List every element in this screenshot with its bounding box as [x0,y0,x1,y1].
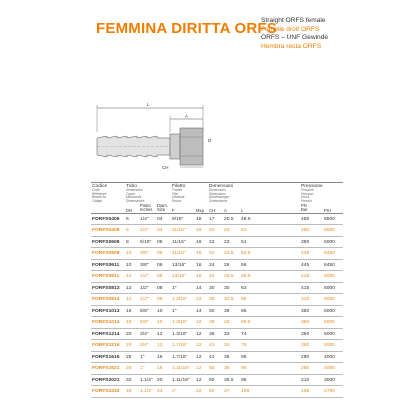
bar-cell: 350 [300,305,323,317]
psi-cell: 5000 [323,340,343,352]
ch-cell: 22 [208,225,223,237]
inches-cell: 1.1/2" [139,386,156,398]
psi-cell: 2700 [323,386,343,398]
table-row [91,236,343,248]
psi-cell: 4000 [323,363,343,375]
bar-cell: 445 [300,259,323,271]
tubo-translations: Dimensions Tuyau Massezahl Dimensiones [126,188,145,204]
dimensioni-translations: Dimensions Dimensions Abmessungen Dimensiones [209,188,230,204]
inches-cell: 5/8" [139,317,156,329]
mxp-cell: 12 [195,328,208,340]
thread-cell: 1.7/16" [171,351,195,363]
mxp-cell: 12 [195,294,208,306]
thread-cell: 13/16" [171,259,195,271]
bar-cell: 350 [300,236,323,248]
thread-cell: 1" [171,305,195,317]
inches-subheader: Pollici Inches [139,204,156,214]
l-cell: 53.5 [240,248,300,260]
ch-subheader: CH [208,204,223,214]
dn-subheader: DN [125,204,139,214]
ch-cell: 41 [208,340,223,352]
dn-cell: 25 [125,351,139,363]
dn-cell: 12 [125,282,139,294]
inches-cell: 3/8" [139,248,156,260]
mxp-cell: 16 [195,271,208,283]
table-row [91,213,343,225]
psi-cell: 4000 [323,351,343,363]
dn-cell: 10 [125,248,139,260]
ch-cell: 24 [208,271,223,283]
table-row [91,328,343,340]
psi-cell: 6500 [323,225,343,237]
code-cell: FORFS0813 [91,282,125,294]
code-cell: FORFS2021 [91,374,125,386]
title-spanish: Hembra recta ORFS [261,42,322,50]
l-cell: 65 [240,294,300,306]
size-cell: 10 [156,317,171,329]
psi-subheader: PSI [323,204,343,214]
thread-cell: 11/16" [171,225,195,237]
inches-cell: 1/2" [139,294,156,306]
title-translations [261,17,328,51]
dn-cell: 8 [125,236,139,248]
ch-cell: 17 [208,213,223,225]
hex-nut [180,128,203,165]
inches-cell: 3/4" [139,328,156,340]
code-cell: FORFS0611 [91,259,125,271]
inches-cell: 1/2" [139,282,156,294]
fitting-body [170,134,180,159]
dn-cell: 16 [125,317,139,329]
size-cell: 16 [156,363,171,375]
dn-cell: 40 [125,386,139,398]
thread-cell: 1.11/16" [171,363,195,375]
inches-cell: 1.1/4" [139,374,156,386]
dn-cell: 32 [125,374,139,386]
inches-cell: 5/16" [139,236,156,248]
a-cell: 23.5 [223,248,240,260]
a-cell: 37 [223,386,240,398]
a-cell: 32.5 [223,294,240,306]
l-cell: 59.5 [240,271,300,283]
a-cell: 32 [223,317,240,329]
thread-cell: 13/16" [171,271,195,283]
dimensioni-header: Dimensioni Dimensions Dimensions Abmessungen Dimensiones [208,183,300,204]
table-row [91,248,343,260]
tubo-header: Tubo Dimensions Tuyau Massezahl Dimensiones [125,183,171,204]
ch-cell: 50 [208,374,223,386]
table-row [91,363,343,375]
ch-cell: 41 [208,351,223,363]
mxp-cell: 14 [195,305,208,317]
a-cell: 26 [223,259,240,271]
inches-cell: 3/8" [139,259,156,271]
ch-cell: 50 [208,363,223,375]
dn-cell: 10 [125,259,139,271]
table-row [91,282,343,294]
thread-cell: 1.3/16" [171,317,195,329]
l-cell: 48.5 [240,213,300,225]
dimension-l-label: L [147,102,150,107]
code-cell: FORFS1013 [91,305,125,317]
size-cell: 05 [156,236,171,248]
inches-cell: 3/4" [139,340,156,352]
bar-cell: 350 [300,328,323,340]
blank-subheader [91,204,125,214]
psi-cell: 6000 [323,271,343,283]
l-cell: 51 [240,236,300,248]
thread-cell: 2" [171,386,195,398]
l-cell: 69.5 [240,317,300,329]
mxp-cell: 16 [195,236,208,248]
bar-cell: 445 [300,248,323,260]
thread-cell: 1.11/16" [171,374,195,386]
mxp-subheader: Mxp [195,204,208,214]
ch-cell: 30 [208,305,223,317]
l-cell: 56 [240,259,300,271]
psi-cell: 5000 [323,305,343,317]
mxp-cell: 16 [195,248,208,260]
code-cell: FORFS1621 [91,363,125,375]
dn-cell: 20 [125,328,139,340]
psi-cell: 6450 [323,248,343,260]
bar-cell: 185 [300,386,323,398]
pn-bar-subheader: PN Bar [300,204,323,214]
size-cell: 24 [156,386,171,398]
mxp-cell: 12 [195,340,208,352]
psi-cell: 6000 [323,282,343,294]
size-cell: 20 [156,374,171,386]
code-cell: FORFS1014 [91,317,125,329]
l-cell: 66 [240,305,300,317]
table-row [91,271,343,283]
size-cell: 06 [156,248,171,260]
ch-cell: 36 [208,328,223,340]
thread-cell: 1.7/16" [171,340,195,352]
dn-cell: 25 [125,363,139,375]
thread-cell: 9/16" [171,213,195,225]
l-cell: 74 [240,328,300,340]
thread-cell: 1.3/16" [171,294,195,306]
table-row [91,294,343,306]
table-row [91,340,343,352]
size-cell: 08 [156,282,171,294]
code-cell: FORFS0406 [91,213,125,225]
size-cell: 12 [156,340,171,352]
ch-cell: 24 [208,259,223,271]
psi-cell: 5000 [323,328,343,340]
size-subheader: Diam. Size [156,204,171,214]
psi-cell: 6500 [323,213,343,225]
psi-cell: 5000 [323,317,343,329]
pressione-header: Pressione Pressure Pression Druck Presión [300,183,343,204]
code-cell: FORFS2432 [91,386,125,398]
mxp-cell: 18 [195,213,208,225]
code-cell: FORFS0408 [91,225,125,237]
a-cell: 33 [223,328,240,340]
thread-cell: 11/16" [171,248,195,260]
code-cell: FORFS1616 [91,351,125,363]
a-cell: 20.5 [223,213,240,225]
bar-cell: 415 [300,282,323,294]
codice-translations: Code Référence Bestell-Nr. Código [92,188,107,204]
size-cell: 16 [156,351,171,363]
ch-cell: 36 [208,294,223,306]
dimension-a-label: A [185,113,189,119]
psi-cell: 5000 [323,236,343,248]
dimension-d-label: D [208,138,212,143]
l-cell: 63 [240,282,300,294]
fitting-technical-drawing [95,92,217,170]
mxp-cell: 16 [195,259,208,271]
filetto-translations: Thread Filet Gewinde Rosca [172,188,185,204]
l-cell: 75 [240,340,300,352]
a-subheader: A [223,204,240,214]
l-cell: 90 [240,363,300,375]
a-cell: 35 [223,351,240,363]
mxp-cell: 12 [195,317,208,329]
bar-cell: 450 [300,225,323,237]
pressione-translations: Pressure Pression Druck Presión [301,188,314,204]
dn-cell: 12 [125,271,139,283]
inches-cell: 1/4" [139,213,156,225]
a-cell: 23 [223,236,240,248]
l-cell: 96 [240,374,300,386]
table-row [91,374,343,386]
code-cell: FORFS0811 [91,271,125,283]
filetto-header: Filetto Thread Filet Gewinde Rosca [171,183,208,204]
mxp-cell: 14 [195,282,208,294]
ch-cell: 60 [208,386,223,398]
bar-cell: 280 [300,363,323,375]
code-cell: FORFS0814 [91,294,125,306]
code-cell: FORFS1216 [91,340,125,352]
table-row [91,317,343,329]
psi-cell: 3000 [323,374,343,386]
ch-cell: 22 [208,248,223,260]
bar-cell: 450 [300,213,323,225]
thread-cell: 1" [171,282,195,294]
inches-cell: 5/8" [139,305,156,317]
bar-cell: 415 [300,294,323,306]
size-cell: 04 [156,213,171,225]
a-cell: 35 [223,363,240,375]
size-cell: 06 [156,259,171,271]
size-cell: 08 [156,294,171,306]
l-cell: 96 [240,351,300,363]
code-cell: FORFS0609 [91,236,125,248]
code-cell: FORFS1214 [91,328,125,340]
table-row [91,225,343,237]
inches-cell: 1" [139,351,156,363]
inches-cell: 1" [139,363,156,375]
a-cell: 23 [223,225,240,237]
title-french: Femelle droit ORFS [261,25,320,33]
mxp-cell: 12 [195,351,208,363]
ch-cell: 22 [208,236,223,248]
psi-cell: 6000 [323,294,343,306]
title-german: ORFS – UNF Gewinde [261,34,329,42]
a-cell: 35.5 [223,374,240,386]
size-cell: 08 [156,271,171,283]
dn-cell: 16 [125,305,139,317]
size-cell: 12 [156,328,171,340]
table-row [91,351,343,363]
dimension-ch-label: CH [162,165,169,170]
l-cell: 51 [240,225,300,237]
dn-cell: 6 [125,213,139,225]
size-cell: 04 [156,225,171,237]
mxp-cell: 16 [195,225,208,237]
bar-cell: 210 [300,374,323,386]
inches-cell: 1/4" [139,225,156,237]
l-cell: 108 [240,386,300,398]
dn-cell: 12 [125,294,139,306]
a-cell: 36 [223,305,240,317]
f-subheader: F [171,204,195,214]
thread-cell: 1.3/16" [171,328,195,340]
ch-cell: 36 [208,317,223,329]
psi-cell: 6450 [323,259,343,271]
table-row [91,305,343,317]
code-cell: FORFS0608 [91,248,125,260]
inches-cell: 1/2" [139,271,156,283]
bar-cell: 350 [300,340,323,352]
page-title: FEMMINA DIRITTA ORFS [96,20,277,37]
bar-cell: 280 [300,351,323,363]
thread-cell: 11/16" [171,236,195,248]
codice-header: Codice Code Référence Bestell-Nr. Código [91,183,125,204]
mxp-cell: 12 [195,386,208,398]
title-english: Straight ORFS female [261,17,326,24]
a-cell: 34 [223,340,240,352]
dn-cell: 20 [125,340,139,352]
a-cell: 26.5 [223,271,240,283]
bar-cell: 350 [300,317,323,329]
l-subheader: L [240,204,300,214]
bar-cell: 415 [300,271,323,283]
ch-cell: 30 [208,282,223,294]
table-row [91,259,343,271]
mxp-cell: 12 [195,363,208,375]
table-row [91,386,343,398]
dn-cell: 6 [125,225,139,237]
size-cell: 10 [156,305,171,317]
mxp-cell: 12 [195,374,208,386]
a-cell: 30 [223,282,240,294]
specification-table [91,182,343,398]
